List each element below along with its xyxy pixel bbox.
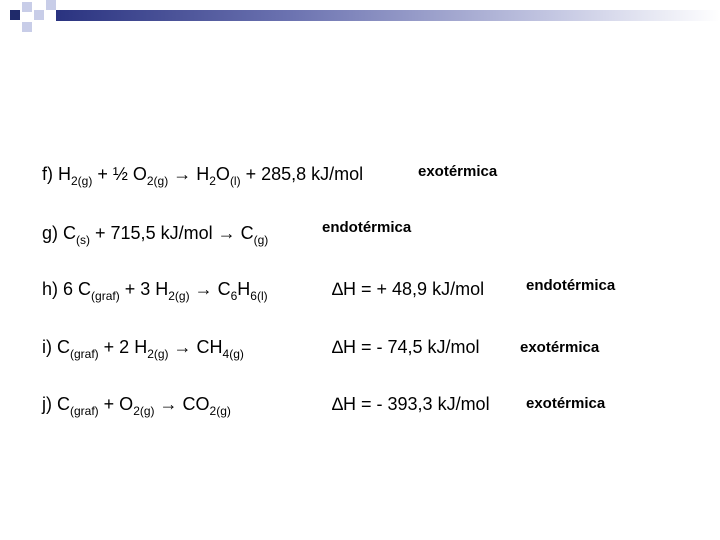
equation-subscript: 4(g) (222, 347, 244, 361)
reaction-type-j: exotérmica (526, 395, 606, 412)
equation-text: + 285,8 kJ/mol (240, 164, 364, 184)
equation-text: O (215, 164, 230, 184)
equation-text: + 715,5 kJ/mol → C (90, 223, 254, 243)
header-square-light (22, 22, 32, 32)
equation-text: + 3 H (119, 279, 169, 299)
equation-text: g) C (42, 223, 77, 243)
equation-subscript: 2(g) (71, 174, 93, 188)
equation-subscript: (s) (76, 233, 91, 247)
reaction-type-i: exotérmica (520, 339, 600, 356)
equation-text: f) H (42, 164, 71, 184)
delta-h-i: ∆H = - 74,5 kJ/mol (332, 337, 480, 357)
equation-g (42, 223, 269, 247)
equation-subscript: 2(g) (209, 404, 231, 418)
equation-i (42, 337, 244, 361)
equation-subscript: 2 (209, 174, 216, 188)
reaction-type-f: exotérmica (418, 163, 498, 180)
reaction-type-h: endotérmica (526, 277, 616, 294)
equation-text: + ½ O (92, 164, 147, 184)
equation-h (42, 279, 268, 303)
equation-text: j) C (42, 394, 70, 414)
equation-subscript: 6 (230, 289, 238, 303)
equation-subscript: 2(g) (146, 174, 169, 188)
equation-text: → H (168, 164, 210, 184)
equation-subscript: (graf) (91, 289, 120, 303)
equation-subscript: (graf) (70, 404, 99, 418)
equation-subscript: 2(g) (147, 347, 169, 361)
equation-subscript: (g) (253, 233, 269, 247)
equation-subscript: 2(g) (168, 289, 190, 303)
equation-subscript: 2(g) (133, 404, 155, 418)
delta-h-j: ∆H = - 393,3 kJ/mol (332, 394, 490, 414)
equation-text: i) C (42, 337, 70, 357)
equation-text: H (237, 279, 251, 299)
equation-f (42, 164, 364, 188)
equation-subscript: (graf) (70, 347, 99, 361)
equation-subscript: (l) (229, 174, 241, 188)
equation-text: → CO (154, 394, 210, 414)
header-square-light (46, 0, 56, 10)
equation-j (42, 394, 231, 418)
header-gradient-bar (56, 10, 720, 21)
equation-text: → CH (168, 337, 223, 357)
equation-text: h) 6 C (42, 279, 92, 299)
equation-subscript: 6(l) (250, 289, 268, 303)
equation-text: + 2 H (98, 337, 148, 357)
header-square-light (34, 10, 44, 20)
equation-text: + O (98, 394, 134, 414)
equation-text: → C (189, 279, 231, 299)
delta-h-h: ∆H = + 48,9 kJ/mol (332, 279, 485, 299)
header-square-light (22, 2, 32, 12)
header-square-dark (10, 10, 20, 20)
reaction-type-g: endotérmica (322, 219, 412, 236)
